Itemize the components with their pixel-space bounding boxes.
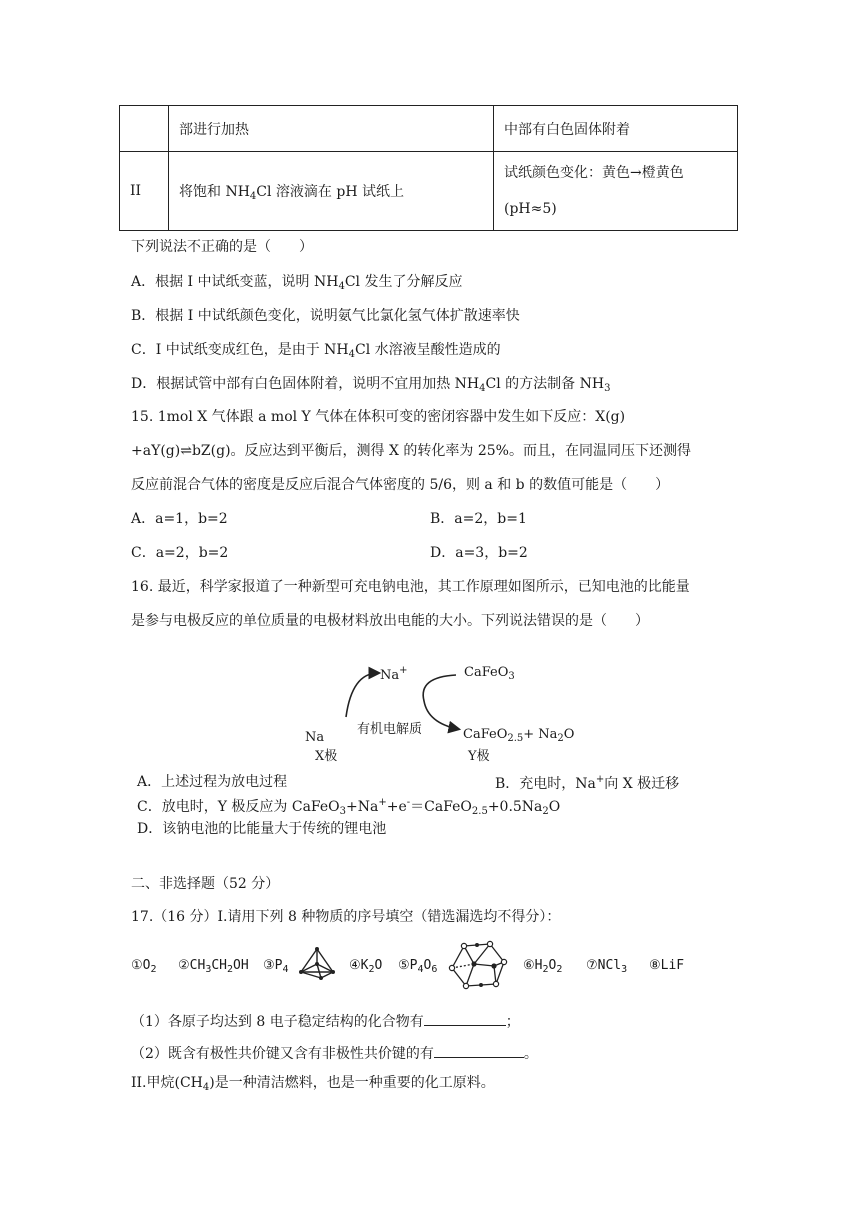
y-electrode-label: Y极 [468, 749, 490, 764]
section-heading: 二、非选择题（52 分） [131, 876, 280, 892]
cell-text: 将饱和 NH [179, 183, 250, 200]
q14-option-d: D．根据试管中部有白色固体附着，说明不宜用加热 $NH_4Cl$ 的方法制备 $NH_3$ [131, 376, 611, 394]
q17-intro: 17.（16 分）I.请用下列 8 种物质的序号填空（错选漏选均不得分）： [131, 909, 561, 925]
substance-1: $①O_2$ [131, 958, 157, 975]
cell-text: 试纸颜色变化：黄色→橙黄色 [504, 165, 684, 181]
q16-option-c: C．放电时，Y 极反应为 $CaFeO_3+Na^++e^-=CaFeO_{2.5}+0.5Na_2O$ [137, 797, 561, 817]
p4o6-structure-icon [446, 940, 510, 990]
q16-line2: 是参与电极反应的单位质量的电极材料放出电能的大小。下列说法错误的是（ ） [131, 613, 649, 629]
q14-option-a: A．根据 I 中试纸变蓝，说明 $NH_4Cl$ 发生了分解反应 [131, 274, 463, 292]
q15-option-b: B．a=2，b=1 [430, 511, 527, 527]
answer-blank[interactable] [424, 1011, 506, 1026]
cafeo3-label: CaFeO$_3$ [464, 665, 515, 682]
table-cell [494, 152, 738, 231]
electrolyte-label: 有机电解质 [357, 722, 423, 737]
substance-6: $⑥H_2O_2$ [523, 958, 563, 975]
substance-7: ⑦NCl$_3$ [586, 958, 628, 975]
table-row [120, 152, 738, 231]
cell-text: (pH≈5) [504, 201, 557, 217]
q17-subquestion-1: （1）各原子均达到 8 电子稳定结构的化合物有 ； [131, 1011, 520, 1029]
q14-stem: 下列说法不正确的是（ ） [131, 239, 313, 255]
subscript: 4 [249, 190, 257, 202]
substance-4: $④K_2O$ [349, 958, 383, 975]
substance-8: ⑧LiF [649, 958, 685, 973]
q16-line1: 16. 最近，科学家报道了一种新型可充电钠电池，其工作原理如图所示，已知电池的比能量 [131, 579, 690, 595]
q17-part2: II.甲烷$(CH_4)$是一种清洁燃料，也是一种重要的化工原料。 [131, 1075, 495, 1093]
answer-blank[interactable] [434, 1043, 524, 1058]
table-row [120, 106, 738, 152]
q17-subquestion-2: （2）既含有极性共价键又含有非极性共价键的有 。 [131, 1043, 538, 1061]
na-electrode-label: Na [305, 730, 325, 745]
experiment-table [119, 105, 738, 231]
table-cell: 部进行加热 [169, 106, 494, 152]
table-cell: II [120, 152, 169, 231]
q16-option-a: A．上述过程为放电过程 [137, 774, 288, 790]
q15-option-a: A．a=1，b=2 [131, 511, 228, 527]
q14-option-b: B．根据 I 中试纸颜色变化，说明氨气比氯化氢气体扩散速率快 [131, 308, 520, 324]
substance-5: $⑤P_4O_6$ [398, 958, 438, 975]
p4-tetrahedron-icon [297, 946, 337, 982]
q14-option-c: C．I 中试纸变成红色，是由于 $NH_4Cl$ 水溶液呈酸性造成的 [131, 342, 501, 360]
q15-line2: +aY(g)⇌bZ(g)。反应达到平衡后，测得 X 的转化率为 25%。而且，在同温同压下还测得 [131, 443, 691, 459]
oxidation-arrow-icon [346, 673, 378, 717]
cell-text: Cl 溶液滴在 pH 试纸上 [256, 183, 405, 200]
q16-option-d: D．该钠电池的比能量大于传统的锂电池 [137, 821, 387, 837]
q16-option-b: B．充电时，Na+向 X 极迁移 [495, 774, 680, 792]
x-electrode-label: X极 [315, 749, 338, 764]
product-label: CaFeO$_{2.5}$+ $Na_2O$ [463, 727, 575, 744]
substance-3: $③P_4$ [263, 958, 289, 975]
table-cell [169, 152, 494, 231]
q15-option-d: D．a=3，b=2 [430, 545, 528, 561]
table-cell: 中部有白色固体附着 [494, 106, 738, 152]
na-ion-label: Na+ [380, 665, 408, 683]
substance-2: $②CH_3CH_2OH$ [178, 958, 249, 975]
table-cell [120, 106, 169, 152]
q15-line1: 15. 1mol X 气体跟 a mol Y 气体在体积可变的密闭容器中发生如下反应：X(g) [131, 409, 626, 425]
q15-line3: 反应前混合气体的密度是反应后混合气体密度的 5/6，则 a 和 b 的数值可能是（ ） [131, 477, 670, 493]
q15-option-c: C．a=2，b=2 [131, 545, 229, 561]
equilibrium-arrow-icon: ⇌ [180, 443, 192, 459]
reduction-arrow-icon [423, 675, 458, 729]
